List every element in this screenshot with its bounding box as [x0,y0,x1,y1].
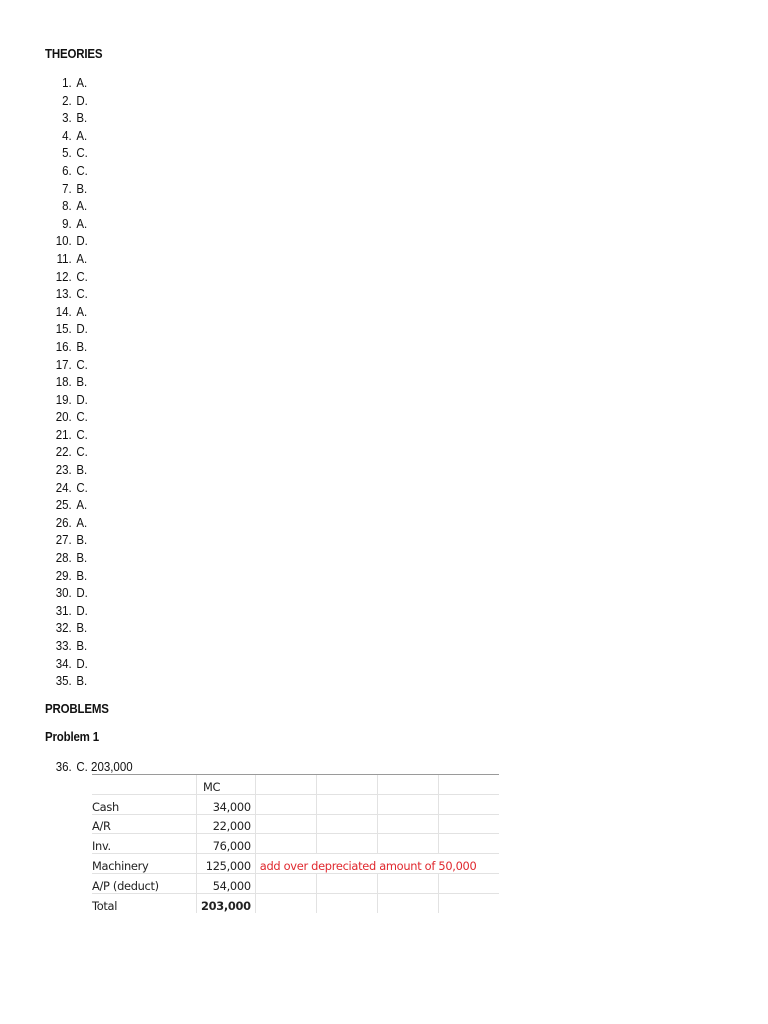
row-label-cell: Machinery [92,854,197,874]
answer-number: 22. [55,445,72,460]
answer-choice: A. [76,515,88,530]
list-item [0,620,707,638]
empty-cell [438,873,499,893]
answer-choice: B. [76,533,88,548]
answer-choice: A. [76,76,88,90]
list-item [0,656,707,674]
answer-number: 6. [62,163,72,178]
answer-number: 35. [55,674,72,689]
row-value-cell: 76,000 [197,834,256,854]
theories-heading: THEORIES [45,47,103,61]
answer-number: 32. [55,621,72,636]
empty-cell [438,794,499,814]
list-item [0,251,707,269]
empty-cell [438,893,499,912]
answer-choice: D. [76,93,88,108]
answer-number: 29. [55,568,72,583]
answer-number: 7. [62,181,72,196]
empty-cell [438,814,499,834]
answer-choice: C. [76,146,88,161]
table-row [92,814,499,834]
row-value-cell: 54,000 [197,873,256,893]
list-item [0,638,707,656]
answer-number: 18. [55,375,72,390]
answer-choice: D. [76,603,88,618]
empty-cell [316,794,377,814]
answer-number: 8. [62,199,72,214]
answer-choice: A. [76,251,88,266]
empty-cell [377,794,438,814]
answer-number: 27. [55,533,72,548]
list-item [0,339,707,357]
list-item [0,497,707,515]
answer-number: 5. [62,146,72,161]
theories-answer-list [0,75,768,691]
list-item [0,145,707,163]
empty-cell [255,893,316,912]
empty-cell [255,814,316,834]
empty-cell [316,893,377,912]
answer-number: 25. [55,498,72,513]
empty-cell [377,834,438,854]
row-value-cell: 22,000 [197,814,256,834]
list-item [0,128,707,146]
list-item [0,585,707,603]
row-note-cell: add over depreciated amount of 50,000 [255,854,499,874]
list-item [0,444,707,462]
answer-choice: B. [76,639,88,653]
answer-number: 24. [55,480,72,495]
row-label-cell: Cash [92,794,197,814]
list-item [0,532,707,550]
computation-table [92,774,499,913]
answer-number: 19. [55,392,72,407]
table-row [92,794,499,814]
table-row [92,834,499,854]
answer-choice: D. [76,322,88,337]
answer-choice: C. [76,480,88,495]
answer-choice: B. [76,111,88,126]
answer-choice: B. [76,463,88,478]
list-item [0,568,707,586]
list-item [0,216,707,234]
answer-choice: B. [76,339,88,354]
table-row [92,854,499,874]
answer-choice: A. [76,128,88,143]
row-value-cell: 125,000 [197,854,256,874]
empty-cell [316,814,377,834]
row-label-cell: A/P (deduct) [92,873,197,893]
answer-choice: B. [76,181,88,196]
answer-choice: D. [76,656,88,671]
empty-cell [316,834,377,854]
list-item [0,110,707,128]
answer-number: 34. [55,656,72,671]
list-item [0,515,707,533]
answer-choice: D. [76,234,88,249]
table-row [92,873,499,893]
list-item [0,93,707,111]
empty-cell [255,873,316,893]
list-item [0,480,707,498]
answer-number: 2. [62,93,72,108]
answer-number: 11. [56,251,72,266]
answer-number: 1. [62,76,72,90]
answer-choice: B. [76,551,88,566]
answer-choice: D. [76,586,88,601]
list-item [0,409,707,427]
list-item [0,181,707,199]
answer-number: 3. [62,111,72,126]
answer-number: 30. [55,586,72,601]
row-label-cell: Inv. [92,834,197,854]
answer-choice: B. [76,674,88,689]
answer-number: 10. [55,234,72,249]
answer-choice: B. [76,568,88,583]
list-item [0,198,707,216]
answer-number: 26. [55,515,72,530]
answer-choice: C. [76,357,88,372]
answer-number: 33. [55,639,72,653]
row-label-cell: Total [92,893,197,912]
list-item [0,550,707,568]
answer-number: 14. [55,304,72,319]
list-item [0,462,707,480]
list-item [0,427,707,445]
answer-choice: A. [76,199,88,214]
list-item [0,357,707,375]
answer-choice: C. [76,287,88,302]
answer-number: 16. [55,339,72,354]
list-item [0,233,707,251]
list-item [0,304,707,322]
answer-choice: A. [76,216,88,231]
header-mc-cell: MC [197,775,256,795]
empty-cell [377,873,438,893]
problems-heading: PROBLEMS [45,702,109,716]
row-value-cell: 34,000 [197,794,256,814]
list-item [0,269,707,287]
answer-choice: A. [76,304,88,319]
answer-choice: B. [76,375,88,390]
answer-number: 13. [55,287,72,302]
answer-number: 28. [55,551,72,566]
answer-number: 21. [55,427,72,442]
header-blank-cell [92,775,197,795]
answer-choice: C. [76,445,88,460]
answer-number: 4. [62,128,72,143]
question-answer: C. 203,000 [76,760,133,774]
list-item [0,392,707,410]
answer-number: 23. [55,463,72,478]
answer-number: 12. [55,269,72,284]
answer-choice: A. [76,498,88,513]
row-label-cell: A/R [92,814,197,834]
answer-number: 31. [55,603,72,618]
answer-choice: D. [76,392,88,407]
list-item [0,374,707,392]
answer-choice: C. [76,410,88,425]
answer-number: 9. [62,216,72,231]
list-item [0,286,707,304]
empty-cell [377,893,438,912]
list-item [0,163,707,181]
list-item [0,321,707,339]
table-row [92,893,499,912]
row-value-cell: 203,000 [197,893,256,912]
problem-1-heading: Problem 1 [45,730,99,744]
list-item [0,75,707,93]
table-header-row [92,775,499,795]
list-item [0,603,707,621]
empty-cell [377,814,438,834]
question-number: 36. [55,760,72,774]
empty-cell [255,834,316,854]
answer-number: 17. [55,357,72,372]
answer-choice: C. [76,163,88,178]
empty-cell [316,873,377,893]
answer-choice: C. [76,427,88,442]
empty-cell [255,794,316,814]
answer-choice: C. [76,269,88,284]
empty-cell [438,834,499,854]
answer-choice: B. [76,621,88,636]
answer-number: 15. [55,322,72,337]
list-item [0,673,707,691]
answer-number: 20. [55,410,72,425]
